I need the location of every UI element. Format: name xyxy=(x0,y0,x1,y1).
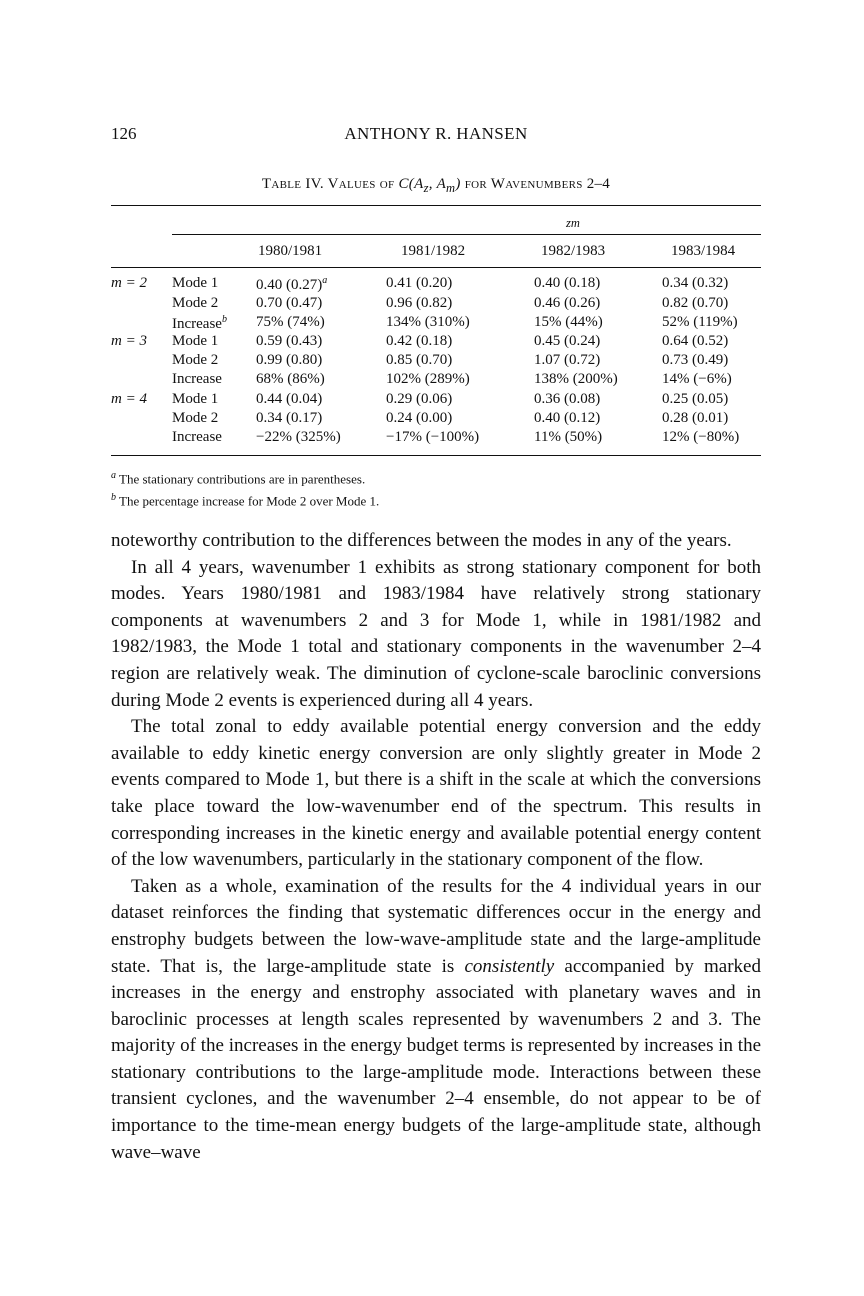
table-cell: 0.59 (0.43) xyxy=(256,332,323,349)
table-footnotes xyxy=(111,466,761,511)
table-cell: 12% (−80%) xyxy=(662,428,740,445)
caption-prefix: Table IV. Values of xyxy=(261,176,395,192)
caption-formula: $C(A_z$, $A_m$) xyxy=(398,176,461,195)
table-cell: 0.96 (0.82) xyxy=(386,294,453,311)
table-bottom-rule xyxy=(111,455,761,456)
paragraph: In all 4 years, wavenumber 1 exhibits as strong stationary component for both modes. Years 1980/1981 and 1983/1984 have relatively strong stationary components at wavenumbers 2 and 3 for Mode 1, while in 1981/1982 and 1982/1983, the Mode 1 total and stationary components in the wavenumber 2–4 region are relatively weak. The diminution of cyclone-scale baroclinic conversions during Mode 2 events is experienced during all 4 years. xyxy=(111,556,761,711)
paragraph: noteworthy contribution to the differences between the modes in any of the years. xyxy=(111,530,732,551)
table-cell: 75% (74%) xyxy=(256,313,325,330)
table-cell: 0.64 (0.52) xyxy=(662,332,729,349)
table-header-rule xyxy=(111,267,761,268)
table-cell: 134% (310%) xyxy=(386,313,470,330)
table-cell: 15% (44%) xyxy=(534,313,603,330)
table-caption xyxy=(111,176,761,196)
row-label: Mode 2 xyxy=(172,294,219,311)
row-label: Mode 1 xyxy=(172,275,219,292)
table-row xyxy=(111,295,761,314)
table-cell: 0.36 (0.08) xyxy=(534,390,601,407)
row-label: Mode 2 xyxy=(172,352,219,369)
table-cell: 0.85 (0.70) xyxy=(386,352,453,369)
stack-header-label: $_z$ $_m$ xyxy=(566,216,580,231)
table-cell: 52% (119%) xyxy=(662,313,738,330)
table-cell: 0.25 (0.05) xyxy=(662,390,729,407)
row-label: Increase xyxy=(172,428,222,445)
wavenumber-label: m = 4 xyxy=(111,390,147,407)
running-title: ANTHONY R. HANSEN xyxy=(344,124,528,143)
table-cell: 102% (289%) xyxy=(386,371,470,388)
year-header-row xyxy=(111,235,761,267)
running-head xyxy=(111,124,761,146)
table-row xyxy=(111,314,761,333)
table-cell: 0.28 (0.01) xyxy=(662,409,729,426)
table-stack-header xyxy=(111,206,761,234)
table-cell: 0.40 (0.18) xyxy=(534,275,601,292)
table-cell: 0.42 (0.18) xyxy=(386,332,453,349)
table-cell: 0.45 (0.24) xyxy=(534,332,601,349)
paragraph: Taken as a whole, examination of the results for the 4 individual years in our dataset reinforces the finding that systematic differences occur in the energy and enstrophy budgets between the low-wave-amplitude state and the large-amplitude state. That is, the large-amplitude state is consistently accompanied by marked increases in the energy and enstrophy associated with planetary waves and in baroclinic processes at length scales represented by wavenumbers 2 and 3. The majority of the increases in the energy budget terms is represented by increases in the stationary contributions to the large-amplitude mode. Interactions between these transient cyclones, and the wavenumber 2–4 ensemble, do not appear to be of importance to the time-mean energy budgets of the large-amplitude state, although wave–wave xyxy=(111,875,761,1163)
table-cell: 0.24 (0.00) xyxy=(386,409,453,426)
table-row xyxy=(111,429,761,448)
table-cell: 68% (86%) xyxy=(256,371,325,388)
table-cell: 0.40 $(0.27)^a$ xyxy=(256,275,328,294)
row-label: Mode 1 xyxy=(172,390,219,407)
body-text xyxy=(111,528,761,1166)
wavenumber-label: m = 3 xyxy=(111,332,147,349)
table-body xyxy=(111,275,761,448)
table-cell: 0.41 (0.20) xyxy=(386,275,453,292)
table-row xyxy=(111,275,761,294)
table-cell: 14% (−6%) xyxy=(662,371,732,388)
table-iv xyxy=(111,176,761,511)
table-cell: 0.34 (0.32) xyxy=(662,275,729,292)
row-label: Mode 1 xyxy=(172,332,219,349)
wavenumber-label: m = 2 xyxy=(111,275,147,292)
table-row xyxy=(111,333,761,352)
table-row xyxy=(111,352,761,371)
table-row xyxy=(111,371,761,390)
table-cell: 0.34 (0.17) xyxy=(256,409,323,426)
table-cell: 11% (50%) xyxy=(534,428,603,445)
table-cell: 0.70 (0.47) xyxy=(256,294,323,311)
table-cell: 0.82 (0.70) xyxy=(662,294,729,311)
table-cell: −22% (325%) xyxy=(256,428,341,445)
footnote-b: $^b$ The percentage increase for Mode 2 over Mode 1. xyxy=(111,492,380,509)
page-number: 126 xyxy=(111,124,137,143)
table-cell: 0.44 (0.04) xyxy=(256,390,323,407)
table-cell: 138% (200%) xyxy=(534,371,618,388)
table-cell: 0.40 (0.12) xyxy=(534,409,601,426)
row-label: Increase xyxy=(172,371,222,388)
table-cell: 0.99 (0.80) xyxy=(256,352,323,369)
caption-suffix: for Wavenumbers 2–4 xyxy=(464,176,611,192)
table-cell: −17% (−100%) xyxy=(386,428,480,445)
year-header: 1981/1982 xyxy=(401,243,466,260)
year-header: 1980/1981 xyxy=(258,243,323,260)
table-cell: 0.46 (0.26) xyxy=(534,294,601,311)
table-row xyxy=(111,410,761,429)
row-label: Increase$^b$ xyxy=(172,313,227,332)
year-header: 1982/1983 xyxy=(541,243,606,260)
table-cell: 1.07 (0.72) xyxy=(534,352,601,369)
table-cell: 0.29 (0.06) xyxy=(386,390,453,407)
paragraph: The total zonal to eddy available potential energy conversion and the eddy available to eddy kinetic energy conversion are only slightly greater in Mode 2 events compared to Mode 1, but there is a shift in the scale at which the conversions take place toward the low-wavenumber end of the spectrum. This results in corresponding increases in the kinetic energy and available potential energy content of the low wavenumbers, particularly in the stationary component of the flow. xyxy=(111,716,761,871)
table-cell: 0.73 (0.49) xyxy=(662,352,729,369)
row-label: Mode 2 xyxy=(172,409,219,426)
year-header: 1983/1984 xyxy=(671,243,736,260)
table-row xyxy=(111,391,761,410)
footnote-a: $^a$ The stationary contributions are in parentheses. xyxy=(111,470,366,487)
